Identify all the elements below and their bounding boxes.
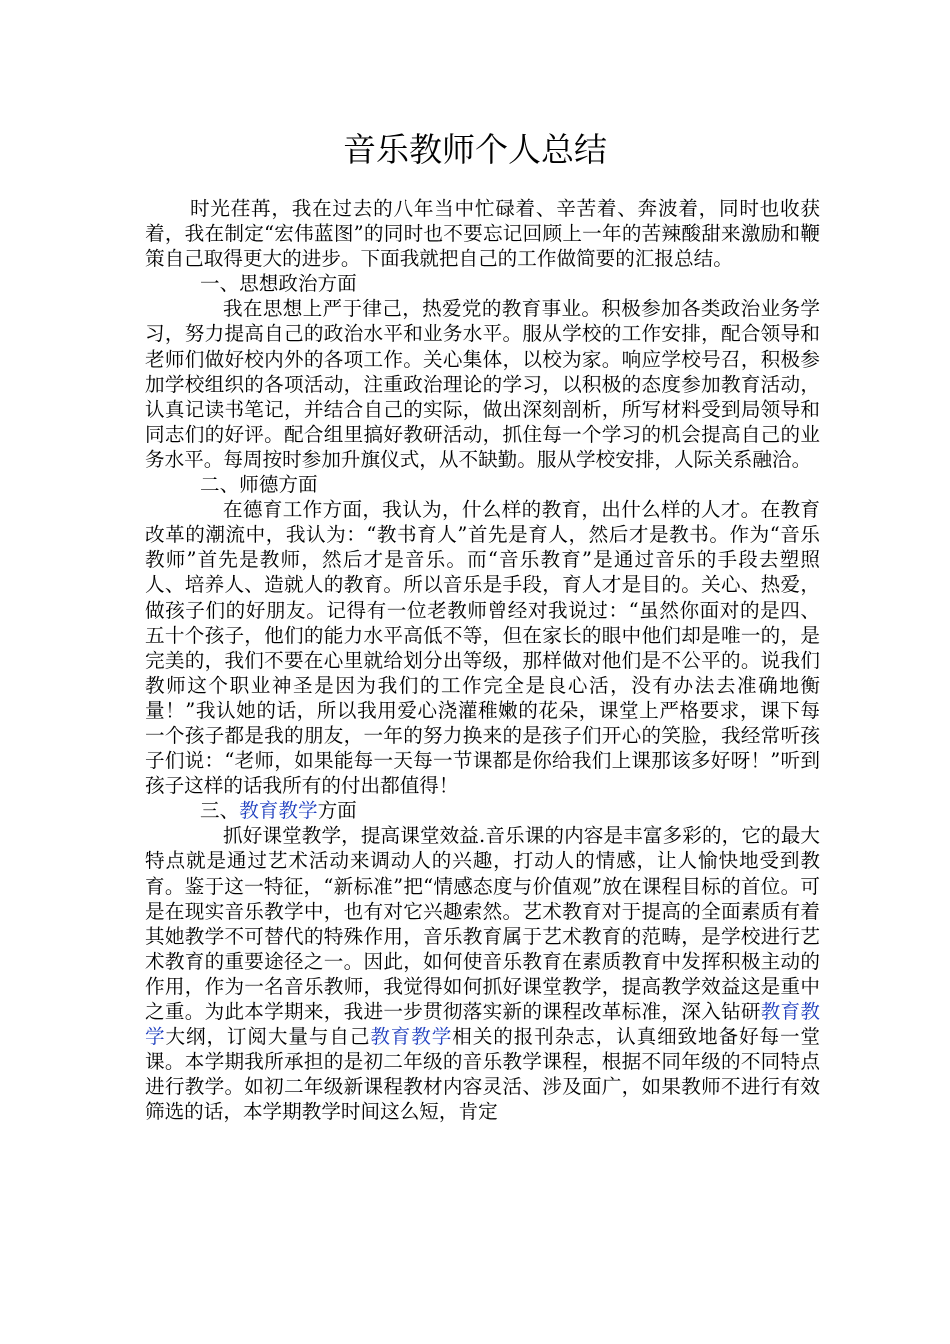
section-body-2: 在德育工作方面，我认为，什么样的教育，出什么样的人才。在教育改革的潮流中，我认为：“教书育人”首先是育人，然后才是教书。作为“音乐教师”首先是教师，然后才是音乐。而“音乐教育”是通过音乐的手段去塑照人、培养人、造就人的教育。所以音乐是手段，育人才是目的。关心、热爱，做孩子们的好朋友。记得有一位老教师曾经对我说过：“虽然你面对的是四、五十个孩子，他们的能力水平高低不等，但在家长的眼中他们却是唯一的，是完美的，我们不要在心里就给划分出等级，那样做对他们是不公平的。说我们教师这个职业神圣是因为我们的工作完全是良心活，没有办法去准确地衡量！”我认她的话，所以我用爱心浇灌稚嫩的花朵，课堂上严格要求，课下每一个孩子都是我的朋友，一年的努力换来的是孩子们开心的笑脸，我经常听孩子们说：“老师，如果能每一天每一节课都是你给我们上课那该多好呀！”听到孩子这样的话我所有的付出都值得！ [145, 498, 820, 798]
body-link-education-1[interactable]: 教育教学 [145, 1000, 821, 1049]
intro-paragraph: 时光荏苒，我在过去的八年当中忙碌着、辛苦着、奔波着，同时也收获着，我在制定“宏伟蓝图”的同时也不要忘记回顾上一年的苦辣酸甜来激励和鞭策自己取得更大的进步。下面我就把自己的工作做简要的汇报总结。 [145, 197, 820, 271]
section-heading-1: 一、思想政治方面 [200, 272, 357, 296]
heading-link-education[interactable]: 教育教学 [239, 799, 318, 823]
body-text-part3: 相关的报刊杂志，认真细致地备好每一堂课。本学期我所承担的是初二年级的音乐教学课程，根据不同年级的不同特点进行教学。如初二年级新课程教材内容灵活、涉及面广，如果教师不进行有效筛选的话，本学期教学时间这么短，肯定 [145, 1025, 821, 1124]
heading-prefix: 三、 [200, 799, 240, 823]
document-title: 音乐教师个人总结 [343, 130, 607, 169]
section-body-1: 我在思想上严于律己，热爱党的教育事业。积极参加各类政治业务学习，努力提高自己的政治水平和业务水平。服从学校的工作安排，配合领导和老师们做好校内外的各项工作。关心集体，以校为家。响应学校号召，积极参加学校组织的各项活动，注重政治理论的学习，以积极的态度参加教育活动，认真记读书笔记，并结合自己的实际，做出深刻剖析，所写材料受到局领导和同志们的好评。配合组里搞好教研活动，抓住每一个学习的机会提高自己的业务水平。每周按时参加升旗仪式，从不缺勤。服从学校安排，人际关系融洽。 [145, 297, 820, 471]
document-body [145, 196, 820, 1124]
section-heading-2: 二、师德方面 [200, 473, 318, 497]
body-text-part2: 大纲，订阅大量与自己 [165, 1025, 371, 1049]
section-heading-3 [145, 798, 820, 823]
section-body-3 [145, 823, 820, 1124]
heading-suffix: 方面 [317, 799, 357, 823]
body-text-part1: 抓好课堂教学，提高课堂效益.音乐课的内容是丰富多彩的，它的最大特点就是通过艺术活动来调动人的兴趣，打动人的情感，让人愉快地受到教育。鉴于这一特征，“新标准”把“情感态度与价值观”放在课程目标的首位。可是在现实音乐教学中，也有对它兴趣索然。艺术教育对于提高的全面素质有着其她教学不可替代的特殊作用，音乐教育属于艺术教育的范畴，是学校进行艺术教育的重要途径之一。因此，如何使音乐教育在素质教育中发挥积极主动的作用，作为一名音乐教师，我觉得如何抓好课堂教学，提高教学效益这是重中之重。为此本学期来，我进一步贯彻落实新的课程改革标准，深入钻研 [145, 824, 820, 1023]
body-link-education-2[interactable]: 教育教学 [370, 1025, 453, 1049]
